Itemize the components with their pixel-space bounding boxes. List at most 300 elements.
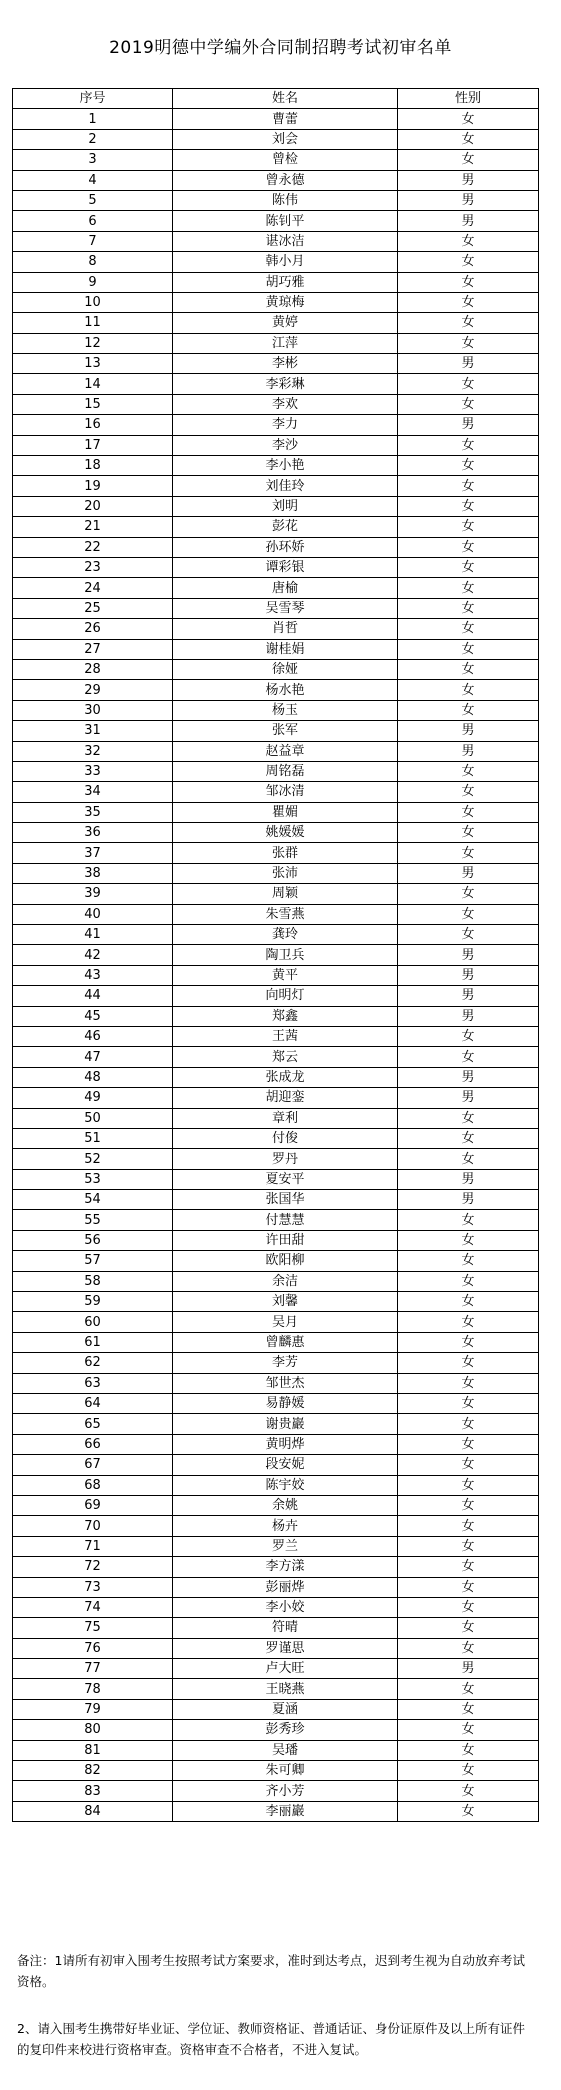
cell-gender: 女 bbox=[398, 496, 539, 516]
table-row bbox=[13, 170, 539, 190]
cell-name: 吴月 bbox=[173, 1312, 398, 1332]
cell-number: 28 bbox=[13, 659, 173, 679]
cell-number: 53 bbox=[13, 1169, 173, 1189]
cell-name: 杨玉 bbox=[173, 700, 398, 720]
cell-number: 68 bbox=[13, 1475, 173, 1495]
cell-number: 32 bbox=[13, 741, 173, 761]
cell-name: 邹世杰 bbox=[173, 1373, 398, 1393]
cell-number: 62 bbox=[13, 1353, 173, 1373]
cell-name: 李丽巖 bbox=[173, 1801, 398, 1821]
table-row bbox=[13, 1271, 539, 1291]
cell-name: 许田甜 bbox=[173, 1230, 398, 1250]
cell-gender: 女 bbox=[398, 1679, 539, 1699]
cell-number: 58 bbox=[13, 1271, 173, 1291]
cell-number: 15 bbox=[13, 394, 173, 414]
cell-gender: 女 bbox=[398, 578, 539, 598]
table-row bbox=[13, 333, 539, 353]
table-row bbox=[13, 1088, 539, 1108]
cell-name: 黄婷 bbox=[173, 313, 398, 333]
cell-number: 5 bbox=[13, 190, 173, 210]
cell-gender: 男 bbox=[398, 986, 539, 1006]
cell-name: 陈伟 bbox=[173, 190, 398, 210]
cell-number: 25 bbox=[13, 598, 173, 618]
cell-name: 易静媛 bbox=[173, 1394, 398, 1414]
table-row bbox=[13, 292, 539, 312]
cell-name: 罗兰 bbox=[173, 1536, 398, 1556]
cell-name: 向明灯 bbox=[173, 986, 398, 1006]
table-row bbox=[13, 1495, 539, 1515]
cell-number: 34 bbox=[13, 782, 173, 802]
cell-gender: 女 bbox=[398, 557, 539, 577]
table-row bbox=[13, 496, 539, 516]
cell-number: 20 bbox=[13, 496, 173, 516]
table-row bbox=[13, 741, 539, 761]
cell-name: 李小姣 bbox=[173, 1597, 398, 1617]
cell-number: 19 bbox=[13, 476, 173, 496]
cell-gender: 女 bbox=[398, 1026, 539, 1046]
cell-number: 77 bbox=[13, 1659, 173, 1679]
cell-gender: 女 bbox=[398, 333, 539, 353]
cell-number: 79 bbox=[13, 1699, 173, 1719]
cell-name: 刘佳玲 bbox=[173, 476, 398, 496]
cell-name: 段安妮 bbox=[173, 1455, 398, 1475]
table-row bbox=[13, 537, 539, 557]
cell-number: 44 bbox=[13, 986, 173, 1006]
cell-gender: 女 bbox=[398, 761, 539, 781]
cell-name: 邹冰清 bbox=[173, 782, 398, 802]
cell-name: 彭秀珍 bbox=[173, 1720, 398, 1740]
table-row bbox=[13, 1026, 539, 1046]
table-row bbox=[13, 129, 539, 149]
cell-name: 李方漾 bbox=[173, 1557, 398, 1577]
cell-name: 李小艳 bbox=[173, 456, 398, 476]
cell-number: 64 bbox=[13, 1394, 173, 1414]
cell-gender: 男 bbox=[398, 863, 539, 883]
cell-name: 王晓燕 bbox=[173, 1679, 398, 1699]
cell-number: 10 bbox=[13, 292, 173, 312]
cell-gender: 女 bbox=[398, 782, 539, 802]
cell-name: 彭丽烨 bbox=[173, 1577, 398, 1597]
cell-name: 张沛 bbox=[173, 863, 398, 883]
cell-name: 余姚 bbox=[173, 1495, 398, 1515]
cell-gender: 女 bbox=[398, 1108, 539, 1128]
cell-number: 11 bbox=[13, 313, 173, 333]
table-row bbox=[13, 1720, 539, 1740]
cell-gender: 女 bbox=[398, 802, 539, 822]
cell-number: 46 bbox=[13, 1026, 173, 1046]
cell-gender: 女 bbox=[398, 843, 539, 863]
cell-gender: 女 bbox=[398, 1618, 539, 1638]
table-row bbox=[13, 150, 539, 170]
cell-number: 48 bbox=[13, 1067, 173, 1087]
cell-number: 49 bbox=[13, 1088, 173, 1108]
cell-number: 61 bbox=[13, 1332, 173, 1352]
table-row bbox=[13, 557, 539, 577]
table-row bbox=[13, 659, 539, 679]
cell-gender: 女 bbox=[398, 1251, 539, 1271]
cell-gender: 男 bbox=[398, 1169, 539, 1189]
cell-number: 60 bbox=[13, 1312, 173, 1332]
table-row bbox=[13, 1332, 539, 1352]
cell-name: 李欢 bbox=[173, 394, 398, 414]
cell-number: 41 bbox=[13, 925, 173, 945]
cell-number: 84 bbox=[13, 1801, 173, 1821]
cell-number: 4 bbox=[13, 170, 173, 190]
cell-name: 陶卫兵 bbox=[173, 945, 398, 965]
table-row bbox=[13, 700, 539, 720]
cell-number: 24 bbox=[13, 578, 173, 598]
table-row bbox=[13, 272, 539, 292]
table-row bbox=[13, 109, 539, 129]
table-row bbox=[13, 1740, 539, 1760]
cell-gender: 女 bbox=[398, 1801, 539, 1821]
table-body bbox=[13, 109, 539, 1822]
cell-gender: 女 bbox=[398, 1720, 539, 1740]
cell-gender: 女 bbox=[398, 1455, 539, 1475]
cell-gender: 男 bbox=[398, 965, 539, 985]
cell-name: 龚玲 bbox=[173, 925, 398, 945]
table-row bbox=[13, 354, 539, 374]
cell-number: 81 bbox=[13, 1740, 173, 1760]
cell-name: 孙环娇 bbox=[173, 537, 398, 557]
cell-number: 67 bbox=[13, 1455, 173, 1475]
table-row bbox=[13, 517, 539, 537]
table-row bbox=[13, 1149, 539, 1169]
note-2: 2、请入围考生携带好毕业证、学位证、教师资格证、普通话证、身份证原件及以上所有证件的复印件来校进行资格审查。资格审查不合格者，不进入复试。 bbox=[17, 2021, 525, 2057]
table-row bbox=[13, 1292, 539, 1312]
roster-table bbox=[12, 88, 539, 1822]
cell-number: 45 bbox=[13, 1006, 173, 1026]
cell-gender: 女 bbox=[398, 1699, 539, 1719]
table-row bbox=[13, 680, 539, 700]
cell-gender: 女 bbox=[398, 374, 539, 394]
cell-gender: 女 bbox=[398, 292, 539, 312]
cell-name: 张军 bbox=[173, 721, 398, 741]
cell-gender: 男 bbox=[398, 190, 539, 210]
cell-gender: 男 bbox=[398, 211, 539, 231]
cell-gender: 女 bbox=[398, 1149, 539, 1169]
cell-name: 瞿媚 bbox=[173, 802, 398, 822]
cell-number: 57 bbox=[13, 1251, 173, 1271]
cell-name: 黄平 bbox=[173, 965, 398, 985]
table-row bbox=[13, 1761, 539, 1781]
cell-name: 张群 bbox=[173, 843, 398, 863]
cell-name: 曹蕾 bbox=[173, 109, 398, 129]
cell-name: 曾检 bbox=[173, 150, 398, 170]
table-row bbox=[13, 1251, 539, 1271]
cell-gender: 女 bbox=[398, 1557, 539, 1577]
cell-gender: 女 bbox=[398, 1434, 539, 1454]
cell-gender: 男 bbox=[398, 741, 539, 761]
cell-gender: 女 bbox=[398, 1332, 539, 1352]
cell-number: 43 bbox=[13, 965, 173, 985]
cell-name: 余洁 bbox=[173, 1271, 398, 1291]
table-row bbox=[13, 1455, 539, 1475]
cell-gender: 女 bbox=[398, 435, 539, 455]
table-row bbox=[13, 1618, 539, 1638]
cell-gender: 女 bbox=[398, 1536, 539, 1556]
cell-gender: 女 bbox=[398, 129, 539, 149]
table-row bbox=[13, 1577, 539, 1597]
cell-gender: 女 bbox=[398, 1781, 539, 1801]
cell-name: 曾麟惠 bbox=[173, 1332, 398, 1352]
cell-number: 83 bbox=[13, 1781, 173, 1801]
cell-number: 56 bbox=[13, 1230, 173, 1250]
cell-name: 李芳 bbox=[173, 1353, 398, 1373]
cell-gender: 女 bbox=[398, 1271, 539, 1291]
cell-number: 12 bbox=[13, 333, 173, 353]
table-row bbox=[13, 1536, 539, 1556]
cell-name: 符晴 bbox=[173, 1618, 398, 1638]
cell-number: 17 bbox=[13, 435, 173, 455]
cell-number: 74 bbox=[13, 1597, 173, 1617]
cell-number: 14 bbox=[13, 374, 173, 394]
cell-name: 郑鑫 bbox=[173, 1006, 398, 1026]
cell-number: 69 bbox=[13, 1495, 173, 1515]
cell-name: 谭彩银 bbox=[173, 557, 398, 577]
cell-number: 54 bbox=[13, 1190, 173, 1210]
cell-name: 张国华 bbox=[173, 1190, 398, 1210]
cell-gender: 男 bbox=[398, 1067, 539, 1087]
table-row bbox=[13, 1312, 539, 1332]
page-title: 2019明德中学编外合同制招聘考试初审名单 bbox=[109, 38, 452, 58]
cell-gender: 男 bbox=[398, 415, 539, 435]
cell-name: 肖哲 bbox=[173, 619, 398, 639]
table-row bbox=[13, 1210, 539, 1230]
cell-gender: 女 bbox=[398, 1394, 539, 1414]
cell-name: 姚媛媛 bbox=[173, 823, 398, 843]
cell-gender: 女 bbox=[398, 394, 539, 414]
cell-gender: 女 bbox=[398, 1128, 539, 1148]
table-row bbox=[13, 1190, 539, 1210]
cell-number: 47 bbox=[13, 1047, 173, 1067]
table-row bbox=[13, 1047, 539, 1067]
cell-number: 66 bbox=[13, 1434, 173, 1454]
cell-name: 郑云 bbox=[173, 1047, 398, 1067]
cell-gender: 女 bbox=[398, 598, 539, 618]
cell-gender: 女 bbox=[398, 1740, 539, 1760]
cell-gender: 女 bbox=[398, 884, 539, 904]
cell-number: 70 bbox=[13, 1516, 173, 1536]
cell-name: 彭花 bbox=[173, 517, 398, 537]
cell-gender: 女 bbox=[398, 925, 539, 945]
cell-name: 胡迎銮 bbox=[173, 1088, 398, 1108]
cell-number: 35 bbox=[13, 802, 173, 822]
cell-gender: 女 bbox=[398, 904, 539, 924]
cell-name: 夏安平 bbox=[173, 1169, 398, 1189]
column-header-name: 姓名 bbox=[173, 89, 398, 109]
cell-name: 齐小芳 bbox=[173, 1781, 398, 1801]
cell-gender: 女 bbox=[398, 456, 539, 476]
table-row bbox=[13, 1006, 539, 1026]
cell-number: 26 bbox=[13, 619, 173, 639]
cell-number: 78 bbox=[13, 1679, 173, 1699]
table-row bbox=[13, 904, 539, 924]
cell-gender: 女 bbox=[398, 517, 539, 537]
cell-number: 13 bbox=[13, 354, 173, 374]
cell-gender: 女 bbox=[398, 476, 539, 496]
cell-gender: 女 bbox=[398, 150, 539, 170]
cell-number: 71 bbox=[13, 1536, 173, 1556]
table-row bbox=[13, 1516, 539, 1536]
cell-name: 章利 bbox=[173, 1108, 398, 1128]
table-row bbox=[13, 1230, 539, 1250]
cell-gender: 女 bbox=[398, 1597, 539, 1617]
cell-name: 韩小月 bbox=[173, 252, 398, 272]
column-header-number: 序号 bbox=[13, 89, 173, 109]
cell-number: 16 bbox=[13, 415, 173, 435]
table-row bbox=[13, 1557, 539, 1577]
cell-name: 朱可卿 bbox=[173, 1761, 398, 1781]
table-row bbox=[13, 1475, 539, 1495]
table-row bbox=[13, 945, 539, 965]
table-row bbox=[13, 721, 539, 741]
table-row bbox=[13, 1128, 539, 1148]
cell-number: 18 bbox=[13, 456, 173, 476]
cell-name: 江萍 bbox=[173, 333, 398, 353]
cell-name: 李沙 bbox=[173, 435, 398, 455]
table-row bbox=[13, 435, 539, 455]
cell-number: 2 bbox=[13, 129, 173, 149]
cell-number: 51 bbox=[13, 1128, 173, 1148]
cell-name: 陈钊平 bbox=[173, 211, 398, 231]
table-row bbox=[13, 1679, 539, 1699]
table-row bbox=[13, 456, 539, 476]
cell-number: 37 bbox=[13, 843, 173, 863]
table-row bbox=[13, 1699, 539, 1719]
table-row bbox=[13, 1373, 539, 1393]
table-row bbox=[13, 965, 539, 985]
cell-number: 23 bbox=[13, 557, 173, 577]
cell-name: 夏涵 bbox=[173, 1699, 398, 1719]
table-row bbox=[13, 1434, 539, 1454]
cell-gender: 女 bbox=[398, 313, 539, 333]
cell-number: 6 bbox=[13, 211, 173, 231]
table-row bbox=[13, 619, 539, 639]
cell-gender: 女 bbox=[398, 1312, 539, 1332]
table-row bbox=[13, 394, 539, 414]
cell-name: 谢桂娟 bbox=[173, 639, 398, 659]
cell-name: 刘会 bbox=[173, 129, 398, 149]
cell-number: 65 bbox=[13, 1414, 173, 1434]
cell-name: 付慧慧 bbox=[173, 1210, 398, 1230]
cell-gender: 女 bbox=[398, 252, 539, 272]
cell-number: 7 bbox=[13, 231, 173, 251]
cell-number: 52 bbox=[13, 1149, 173, 1169]
table-row bbox=[13, 823, 539, 843]
table-row bbox=[13, 1394, 539, 1414]
cell-gender: 女 bbox=[398, 823, 539, 843]
cell-number: 39 bbox=[13, 884, 173, 904]
table-row bbox=[13, 863, 539, 883]
cell-name: 胡巧雅 bbox=[173, 272, 398, 292]
table-row bbox=[13, 761, 539, 781]
cell-name: 赵益章 bbox=[173, 741, 398, 761]
cell-number: 82 bbox=[13, 1761, 173, 1781]
cell-name: 吴雪琴 bbox=[173, 598, 398, 618]
cell-number: 80 bbox=[13, 1720, 173, 1740]
cell-gender: 女 bbox=[398, 231, 539, 251]
cell-name: 刘明 bbox=[173, 496, 398, 516]
cell-name: 谌冰洁 bbox=[173, 231, 398, 251]
cell-name: 罗谨思 bbox=[173, 1638, 398, 1658]
cell-number: 38 bbox=[13, 863, 173, 883]
table-row bbox=[13, 1067, 539, 1087]
note-1: 备注：1请所有初审入围考生按照考试方案要求，准时到达考点，迟到考生视为自动放弃考试资格。 bbox=[17, 1953, 525, 1989]
table-row bbox=[13, 231, 539, 251]
table-row bbox=[13, 1781, 539, 1801]
cell-number: 29 bbox=[13, 680, 173, 700]
table-row bbox=[13, 476, 539, 496]
table-row bbox=[13, 1169, 539, 1189]
cell-name: 唐榆 bbox=[173, 578, 398, 598]
cell-name: 李彬 bbox=[173, 354, 398, 374]
cell-gender: 女 bbox=[398, 1353, 539, 1373]
cell-name: 周铭磊 bbox=[173, 761, 398, 781]
cell-number: 21 bbox=[13, 517, 173, 537]
cell-gender: 女 bbox=[398, 1230, 539, 1250]
column-header-gender: 性别 bbox=[398, 89, 539, 109]
cell-name: 朱雪燕 bbox=[173, 904, 398, 924]
table-row bbox=[13, 1597, 539, 1617]
cell-name: 李彩琳 bbox=[173, 374, 398, 394]
cell-gender: 女 bbox=[398, 1414, 539, 1434]
cell-gender: 女 bbox=[398, 537, 539, 557]
table-row bbox=[13, 415, 539, 435]
table-row bbox=[13, 578, 539, 598]
cell-gender: 男 bbox=[398, 1088, 539, 1108]
cell-name: 黄明烨 bbox=[173, 1434, 398, 1454]
table-row bbox=[13, 782, 539, 802]
table-row bbox=[13, 1353, 539, 1373]
cell-gender: 男 bbox=[398, 170, 539, 190]
cell-number: 72 bbox=[13, 1557, 173, 1577]
table-row bbox=[13, 313, 539, 333]
cell-number: 50 bbox=[13, 1108, 173, 1128]
table-row bbox=[13, 925, 539, 945]
cell-name: 欧阳柳 bbox=[173, 1251, 398, 1271]
notes-section bbox=[17, 1950, 537, 2086]
table-row bbox=[13, 639, 539, 659]
table-row bbox=[13, 598, 539, 618]
cell-number: 3 bbox=[13, 150, 173, 170]
cell-gender: 女 bbox=[398, 639, 539, 659]
cell-gender: 女 bbox=[398, 1047, 539, 1067]
table-header-row bbox=[13, 89, 539, 109]
cell-gender: 女 bbox=[398, 1292, 539, 1312]
cell-name: 杨卉 bbox=[173, 1516, 398, 1536]
cell-number: 59 bbox=[13, 1292, 173, 1312]
cell-gender: 男 bbox=[398, 354, 539, 374]
cell-name: 谢贵巖 bbox=[173, 1414, 398, 1434]
cell-number: 55 bbox=[13, 1210, 173, 1230]
cell-name: 王茜 bbox=[173, 1026, 398, 1046]
cell-number: 8 bbox=[13, 252, 173, 272]
table-row bbox=[13, 1108, 539, 1128]
cell-gender: 女 bbox=[398, 659, 539, 679]
cell-gender: 男 bbox=[398, 721, 539, 741]
cell-name: 张成龙 bbox=[173, 1067, 398, 1087]
cell-gender: 女 bbox=[398, 1210, 539, 1230]
cell-number: 36 bbox=[13, 823, 173, 843]
cell-gender: 女 bbox=[398, 680, 539, 700]
table-row bbox=[13, 190, 539, 210]
table-row bbox=[13, 802, 539, 822]
cell-number: 76 bbox=[13, 1638, 173, 1658]
cell-number: 40 bbox=[13, 904, 173, 924]
cell-name: 黄琼梅 bbox=[173, 292, 398, 312]
cell-name: 徐娅 bbox=[173, 659, 398, 679]
